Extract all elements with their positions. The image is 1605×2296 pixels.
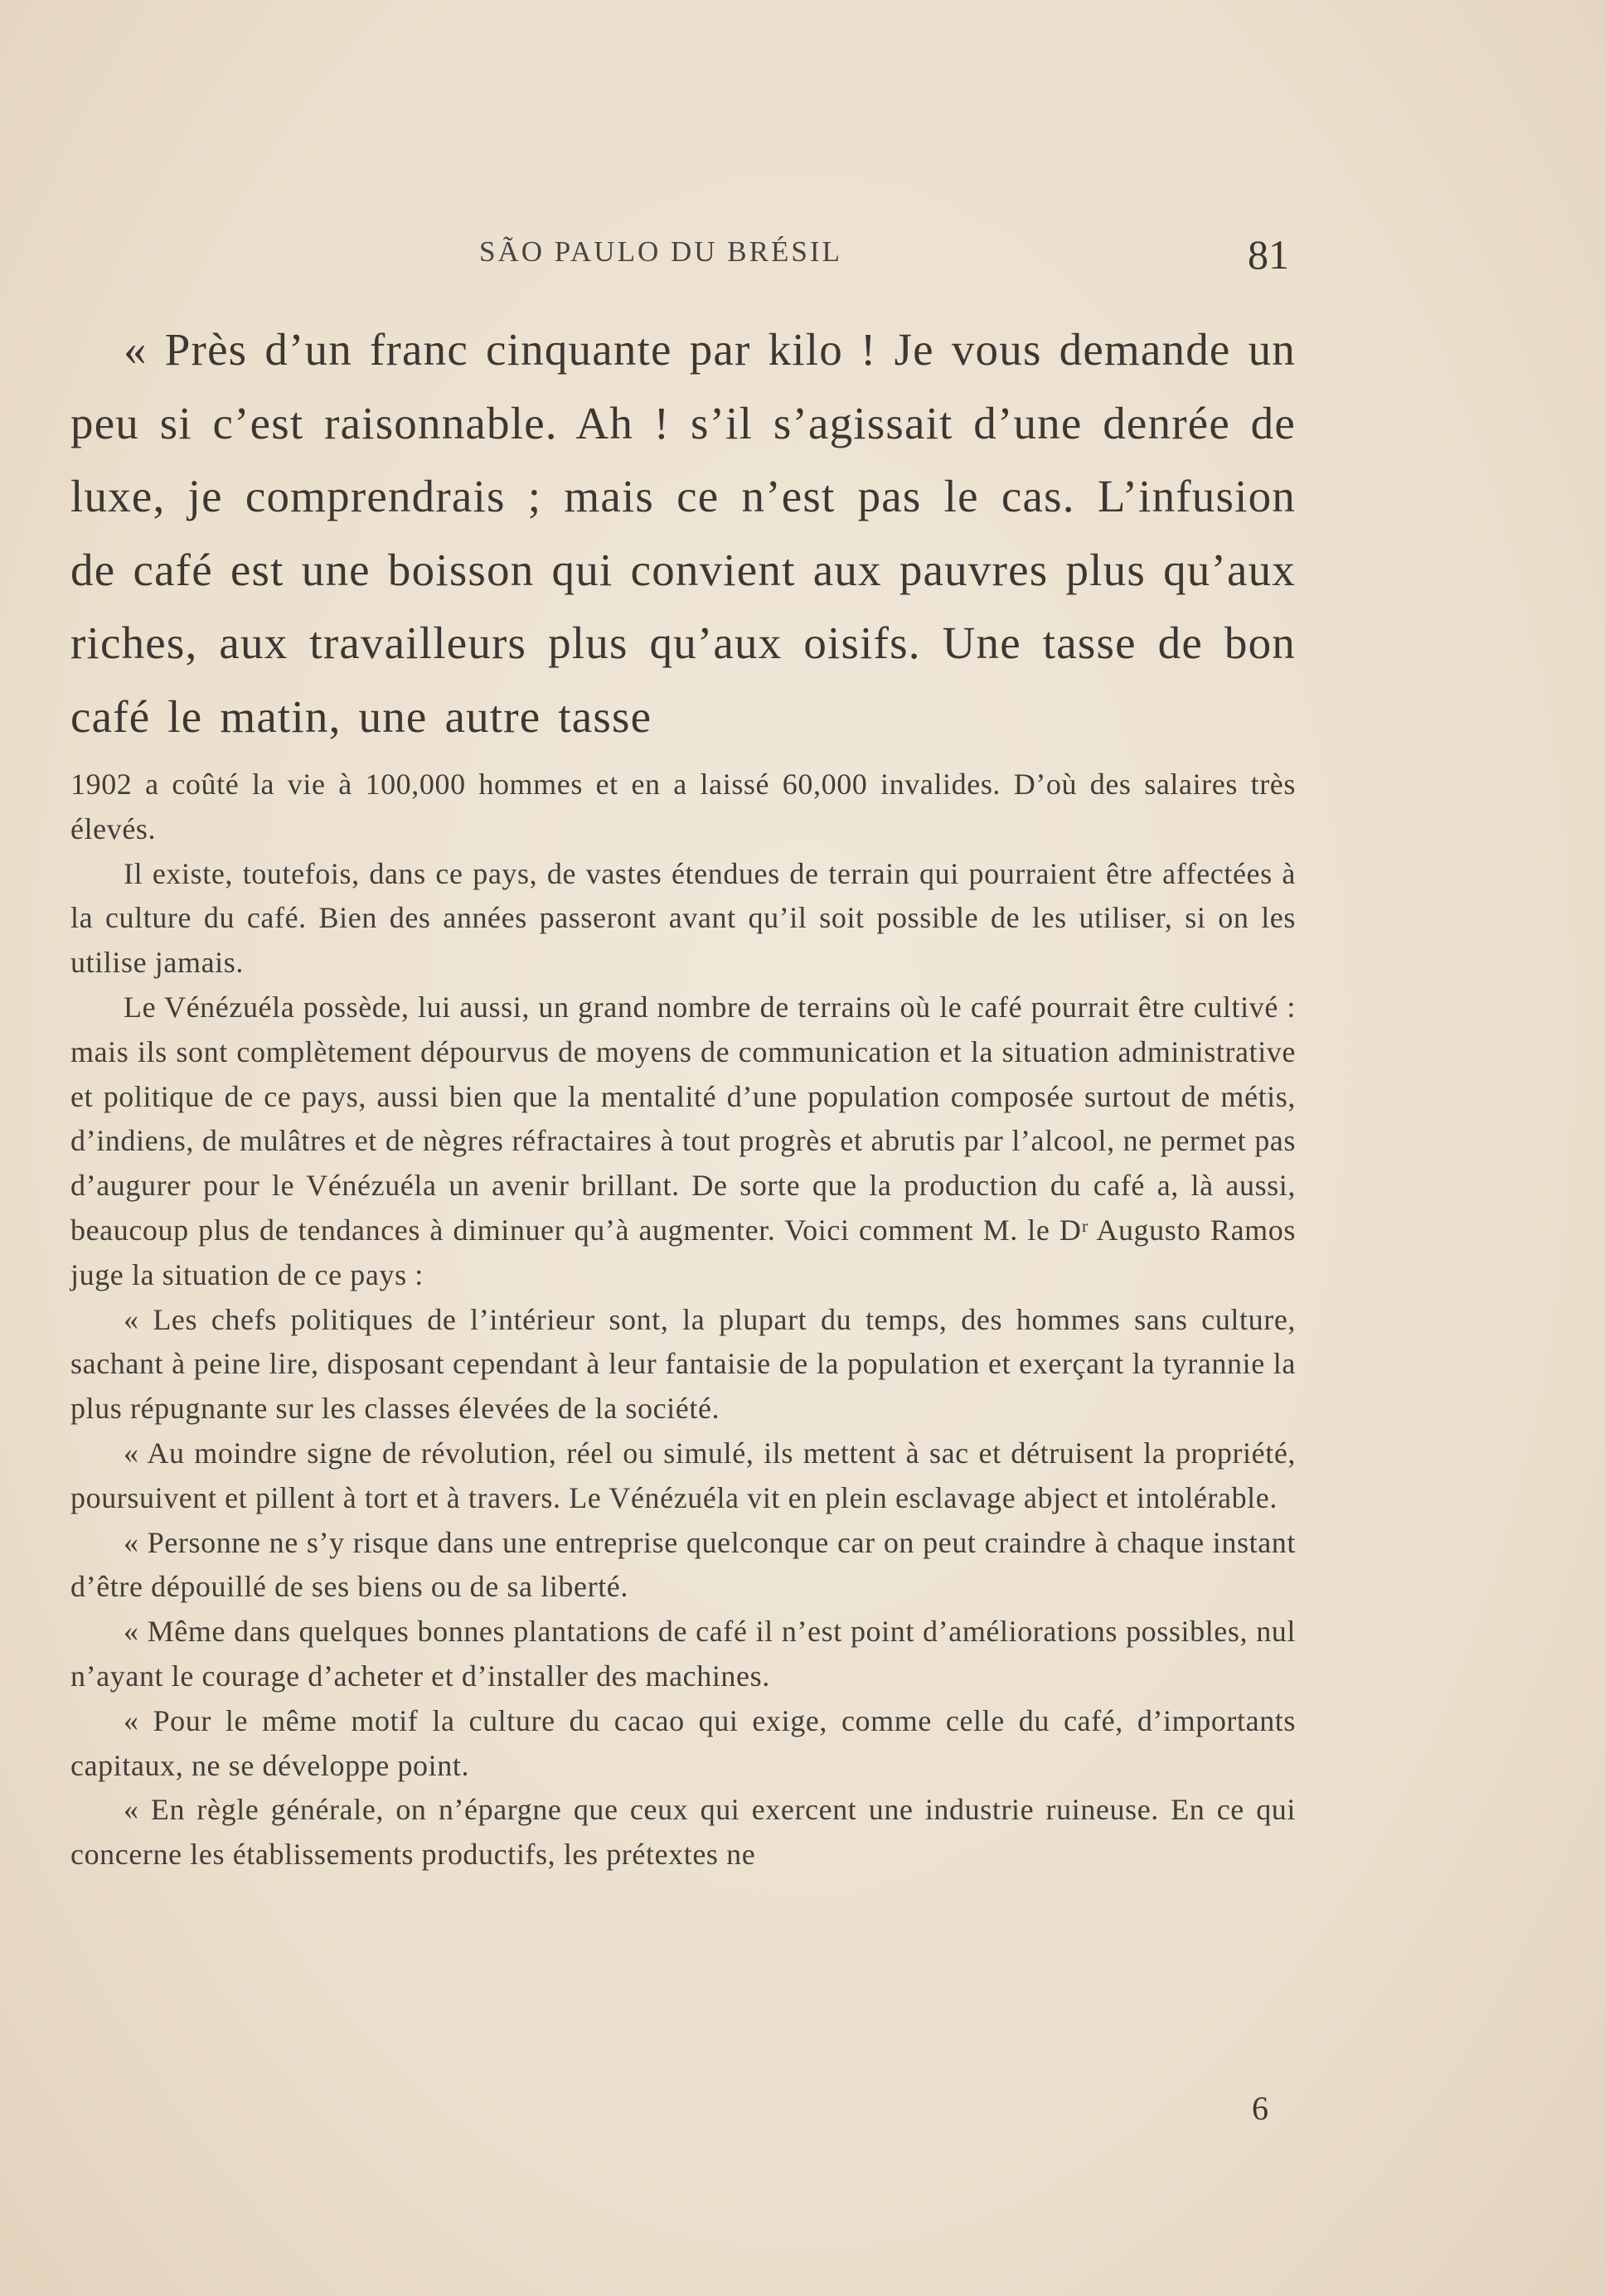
footnote-paragraph: « En règle générale, on n’épargne que ceux qui exercent une industrie ruineuse. En ce qui concerne les établissements productifs, les prétextes ne <box>70 1793 1296 1872</box>
footnote-paragraph: « Les chefs politiques de l’intérieur sont, la plupart du temps, des hommes sans culture, sachant à peine lire, disposant cependant à leur fantaisie de la population et exerçant la tyrannie la plus répugnante sur les classes élevées de la société. <box>70 1302 1296 1426</box>
footnote-paragraph: Il existe, toutefois, dans ce pays, de vastes étendues de terrain qui pourraient être affectées à la culture du café. Bien des années passeront avant qu’il soit possible de les utiliser, si on les utilise jamais. <box>70 856 1296 980</box>
running-head: SÃO PAULO DU BRÉSIL <box>479 235 842 268</box>
footnote-paragraph: « Au moindre signe de révolution, réel ou simulé, ils mettent à sac et détruisent la propriété, poursuivent et pillent à tort et à travers. Le Vénézuéla vit en plein esclavage abject et intolérable. <box>70 1436 1296 1514</box>
footnote-paragraph: « Pour le même motif la culture du cacao qui exige, comme celle du café, d’importants capitaux, ne se développe point. <box>70 1703 1296 1782</box>
page-header <box>70 230 1296 280</box>
footnote-paragraph: « Même dans quelques bonnes plantations de café il n’est point d’améliorations possibles, nul n’ayant le courage d’acheter et d’installer des machines. <box>70 1615 1296 1693</box>
signature-mark: 6 <box>1252 2090 1268 2127</box>
page-number: 81 <box>1248 231 1289 278</box>
main-text <box>70 313 1296 753</box>
footnote-paragraph: Le Vénézuéla possède, lui aussi, un grand nombre de terrains où le café pourrait être cultivé : mais ils sont complètement dépourvus de moyens de communication et la situation administrative et politique de ce pays, aussi bien que la mentalité d’une population composée surtout de métis, d’indiens, de mulâtres et de nègres réfractaires à tout progrès et abrutis par l’alcool, ne permet pas d’augurer pour le Vénézuéla un avenir brillant. De sorte que la production du café a, là aussi, beaucoup plus de tendances à diminuer qu’à augmenter. Voici comment M. le Dʳ Augusto Ramos juge la situation de ce pays : <box>70 990 1296 1291</box>
footnote-paragraph: « Personne ne s’y risque dans une entreprise quelconque car on peut craindre à chaque instant d’être dépouillé de ses biens ou de sa liberté. <box>70 1525 1296 1604</box>
footnote-paragraph: 1902 a coûté la vie à 100,000 hommes et en a laissé 60,000 invalides. D’où des salaires très élevés. <box>70 768 1296 845</box>
main-paragraph: « Près d’un franc cinquante par kilo ! Je vous demande un peu si c’est raisonnable. Ah ! s’il s’agissait d’une denrée de luxe, je comprendrais ; mais ce n’est pas le cas. L’infusion de café est une boisson qui convient aux pauvres plus qu’aux riches, aux travailleurs plus qu’aux oisifs. Une tasse de bon café le matin, une autre tasse <box>70 324 1296 742</box>
footnote-text <box>70 763 1296 1877</box>
